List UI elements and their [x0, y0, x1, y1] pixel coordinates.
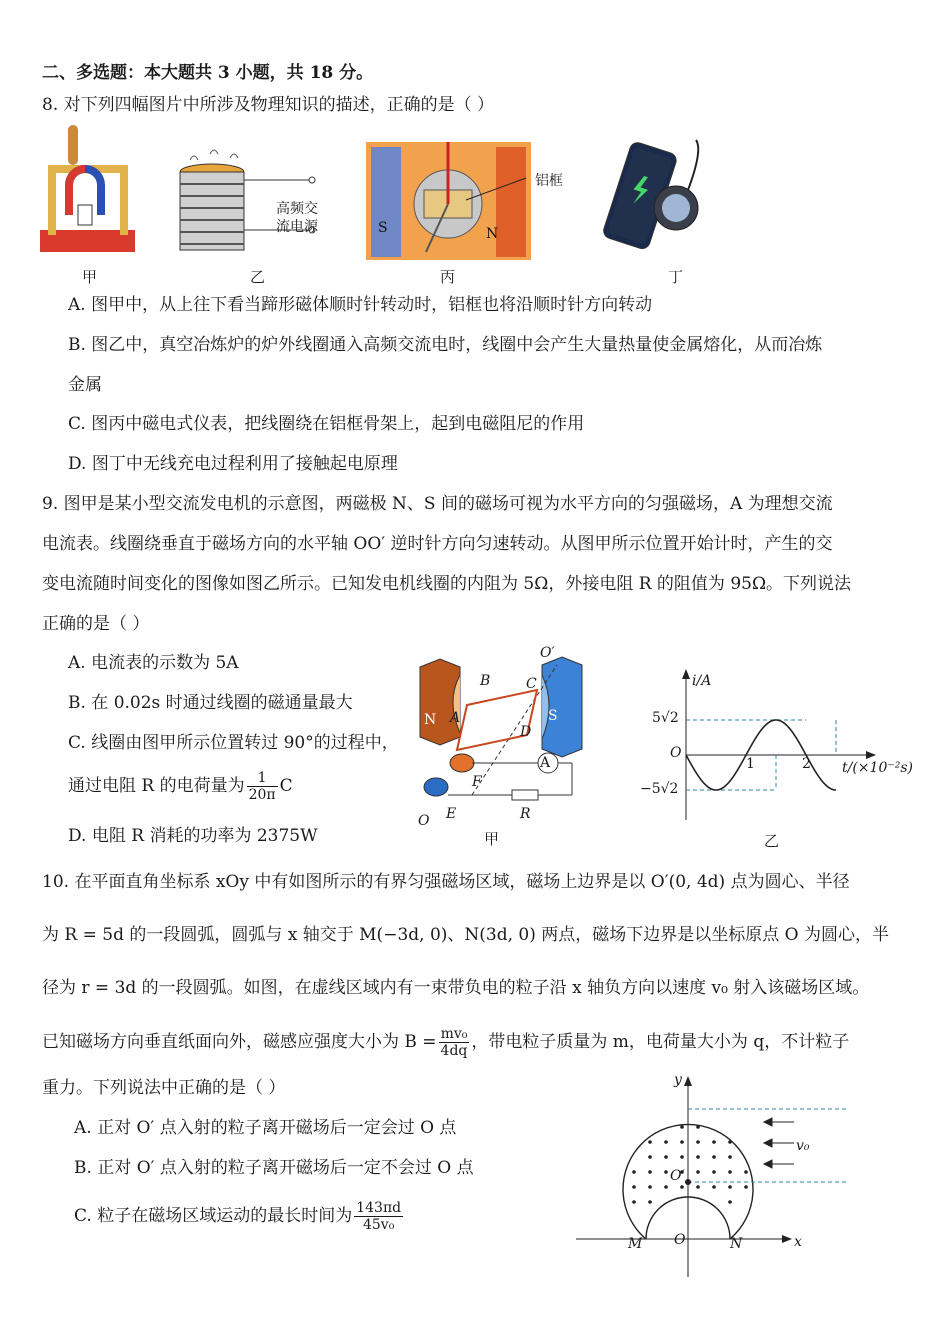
q10-line-4: [42, 1026, 849, 1059]
q8-option-a: A. 图甲中，从上往下看当蹄形磁体顺时针转动时，铝框也将沿顺时针方向转动: [68, 295, 653, 315]
field-dot: [664, 1140, 668, 1144]
q9-c-unit: C: [279, 776, 293, 796]
field-dot: [648, 1170, 652, 1174]
fig-label-y: y: [674, 1072, 682, 1088]
field-dot: [648, 1155, 652, 1159]
field-dot: [696, 1185, 700, 1189]
q10-c-numerator: 143πd: [356, 1200, 402, 1216]
fig-x-arrow: [782, 1235, 792, 1243]
field-dot: [664, 1155, 668, 1159]
q8-option-b: B. 图乙中，真空冶炼炉的炉外线圈通入高频交流电时，线圈中会产生大量热量使金属熔化，从而冶炼: [68, 335, 823, 355]
q9-gen-oprime: O′: [540, 645, 555, 661]
graph-xtick-1: 1: [746, 756, 755, 772]
field-dot: [664, 1170, 668, 1174]
q10-option-b: B. 正对 O′ 点入射的粒子离开磁场后一定不会过 O 点: [74, 1158, 474, 1178]
q9-line-2: 电流表。线圈绕垂直于磁场方向的水平轴 OO′ 逆时针方向匀速转动。从图甲所示位置开始计时，产生的交: [42, 534, 833, 554]
q10-b-denominator: 4dq: [440, 1043, 468, 1059]
q9-gen-f: F: [472, 774, 482, 790]
q10-c-denominator: 45v₀: [362, 1217, 395, 1233]
field-dot: [728, 1155, 732, 1159]
fig-velocity-arrows: [764, 1118, 794, 1168]
graph-y-arrow: [682, 669, 690, 679]
q9-gen-a: A: [450, 710, 461, 726]
q10-option-c-text: C. 粒子在磁场区域运动的最长时间为: [74, 1206, 353, 1226]
field-dot: [648, 1185, 652, 1189]
q9-gen-pole-n: N: [424, 712, 437, 728]
q9-current-graph: [600, 665, 920, 825]
field-dot: [680, 1155, 684, 1159]
q8-label-al: 铝框: [535, 173, 563, 189]
q10-c-fraction: [354, 1200, 403, 1233]
q9-gen-ammeter: A: [540, 755, 551, 771]
q8-pole-s: S: [378, 220, 388, 236]
graph-x-arrow: [866, 751, 876, 759]
q8-option-b-cont: 金属: [68, 375, 102, 395]
graph-ytick-top: 5√2: [652, 710, 679, 726]
q9-gen-b: B: [480, 673, 491, 689]
fig-label-oprime: O′: [670, 1168, 685, 1184]
section-title: 二、多选题：本大题共 3 小题，共 18 分。: [42, 63, 374, 83]
field-dot: [648, 1140, 652, 1144]
field-dot: [632, 1200, 636, 1204]
q9-caption-jia: 甲: [484, 830, 500, 848]
q9-gen-c: C: [526, 676, 537, 692]
field-dot: [632, 1185, 636, 1189]
q9-gen-d: D: [520, 724, 532, 740]
fig-label-n: N: [730, 1236, 743, 1252]
fig-label-o: O: [674, 1232, 686, 1248]
q9-gen-o: O: [418, 813, 430, 829]
q10-line-4a: 已知磁场方向垂直纸面向外，磁感应强度大小为 B =: [42, 1032, 437, 1052]
q9-option-b: B. 在 0.02s 时通过线圈的磁通量最大: [68, 693, 353, 713]
q10-option-c: [74, 1200, 405, 1233]
q8-option-d: D. 图丁中无线充电过程利用了接触起电原理: [68, 454, 398, 474]
q9-caption-yi: 乙: [764, 832, 780, 850]
q8-caption-ding: 丁: [668, 268, 684, 286]
q9-generator-figure: [412, 645, 592, 825]
q10-line-4b: ，带电粒子质量为 m，电荷量大小为 q，不计粒子: [471, 1032, 850, 1052]
q10-line-3: 径为 r = 3d 的一段圆弧。如图，在虚线区域内有一束带负电的粒子沿 x 轴负方向以速度 v₀ 射入该磁场区域。: [42, 978, 870, 998]
q10-line-5: 重力。下列说法中正确的是（ ）: [42, 1078, 286, 1098]
field-dot: [696, 1140, 700, 1144]
q9-option-c-1: C. 线圈由图甲所示位置转过 90°的过程中，: [68, 733, 399, 753]
q8-caption-bing: 丙: [440, 268, 456, 286]
q10-magnetic-field-figure: [576, 1072, 856, 1282]
q9-gen-r: R: [520, 806, 531, 822]
field-dot: [680, 1125, 684, 1129]
q9-option-c-fraction: [247, 770, 278, 803]
field-dot: [696, 1125, 700, 1129]
field-dot: [744, 1185, 748, 1189]
graph-origin: O: [670, 745, 682, 761]
q9-option-a: A. 电流表的示数为 5A: [68, 653, 239, 673]
q9-c-numerator: 1: [247, 770, 278, 787]
q9-option-c-2: [68, 770, 293, 803]
field-dot: [728, 1185, 732, 1189]
fig-oprime-point: [685, 1179, 691, 1185]
field-dot: [728, 1170, 732, 1174]
field-dot: [728, 1200, 732, 1204]
graph-ylabel: i/A: [692, 673, 712, 689]
field-dot: [680, 1140, 684, 1144]
field-dot: [632, 1170, 636, 1174]
q10-line-2: 为 R = 5d 的一段圆弧，圆弧与 x 轴交于 M(−3d, 0)、N(3d, 0) 两点，磁场下边界是以坐标原点 O 为圆心，半: [42, 925, 890, 945]
field-dot: [696, 1170, 700, 1174]
graph-xlabel: t/(×10⁻²s): [842, 760, 913, 776]
q9-line-4: 正确的是（ ）: [42, 614, 150, 634]
graph-xtick-2: 2: [802, 756, 811, 772]
q8-caption-yi: 乙: [250, 268, 266, 286]
fig-label-v0: v₀: [796, 1138, 810, 1154]
q8-figure-bing: [366, 142, 531, 260]
q9-option-c-text: 通过电阻 R 的电荷量为: [68, 776, 245, 796]
field-dot: [664, 1185, 668, 1189]
field-dot: [712, 1185, 716, 1189]
fig-y-arrow: [684, 1076, 692, 1086]
q9-gen-pole-s: S: [548, 708, 558, 724]
q9-c-denominator: 20π: [248, 787, 276, 803]
field-dot: [648, 1200, 652, 1204]
q9-line-3: 变电流随时间变化的图像如图乙所示。已知发电机线圈的内阻为 5Ω，外接电阻 R 的阻值为 95Ω。下列说法: [42, 574, 852, 594]
q8-caption-jia: 甲: [82, 268, 98, 286]
fig-label-x: x: [794, 1234, 802, 1250]
q9-gen-e: E: [446, 806, 457, 822]
field-dot: [712, 1140, 716, 1144]
field-dot: [712, 1170, 716, 1174]
q10-option-a: A. 正对 O′ 点入射的粒子离开磁场后一定会过 O 点: [74, 1118, 457, 1138]
field-dot: [728, 1140, 732, 1144]
field-dot: [712, 1155, 716, 1159]
q8-label-hf-1: 高频交: [276, 201, 318, 217]
field-dot: [696, 1155, 700, 1159]
q8-stem: 8. 对下列四幅图片中所涉及物理知识的描述，正确的是（ ）: [42, 95, 495, 115]
q8-figure-jia: [40, 125, 140, 265]
field-dot: [680, 1185, 684, 1189]
q10-line-1: 10. 在平面直角坐标系 xOy 中有如图所示的有界匀强磁场区域，磁场上边界是以 O′(0, 4d) 点为圆心、半径: [42, 872, 850, 892]
q8-pole-n: N: [486, 226, 499, 242]
field-dot: [744, 1170, 748, 1174]
q9-line-1: 9. 图甲是某小型交流发电机的示意图，两磁极 N、S 间的磁场可视为水平方向的匀强磁场，A 为理想交流: [42, 494, 833, 514]
graph-ytick-bottom: −5√2: [640, 781, 679, 797]
q8-option-c: C. 图丙中磁电式仪表，把线圈绕在铝框骨架上，起到电磁阻尼的作用: [68, 414, 585, 434]
q8-label-hf-2: 流电源: [276, 219, 318, 235]
q8-figure-ding: [598, 140, 708, 255]
q9-option-d: D. 电阻 R 消耗的功率为 2375W: [68, 826, 318, 846]
fig-label-m: M: [628, 1236, 643, 1252]
q10-b-numerator: mv₀: [439, 1026, 470, 1043]
q10-b-fraction: [439, 1026, 470, 1059]
